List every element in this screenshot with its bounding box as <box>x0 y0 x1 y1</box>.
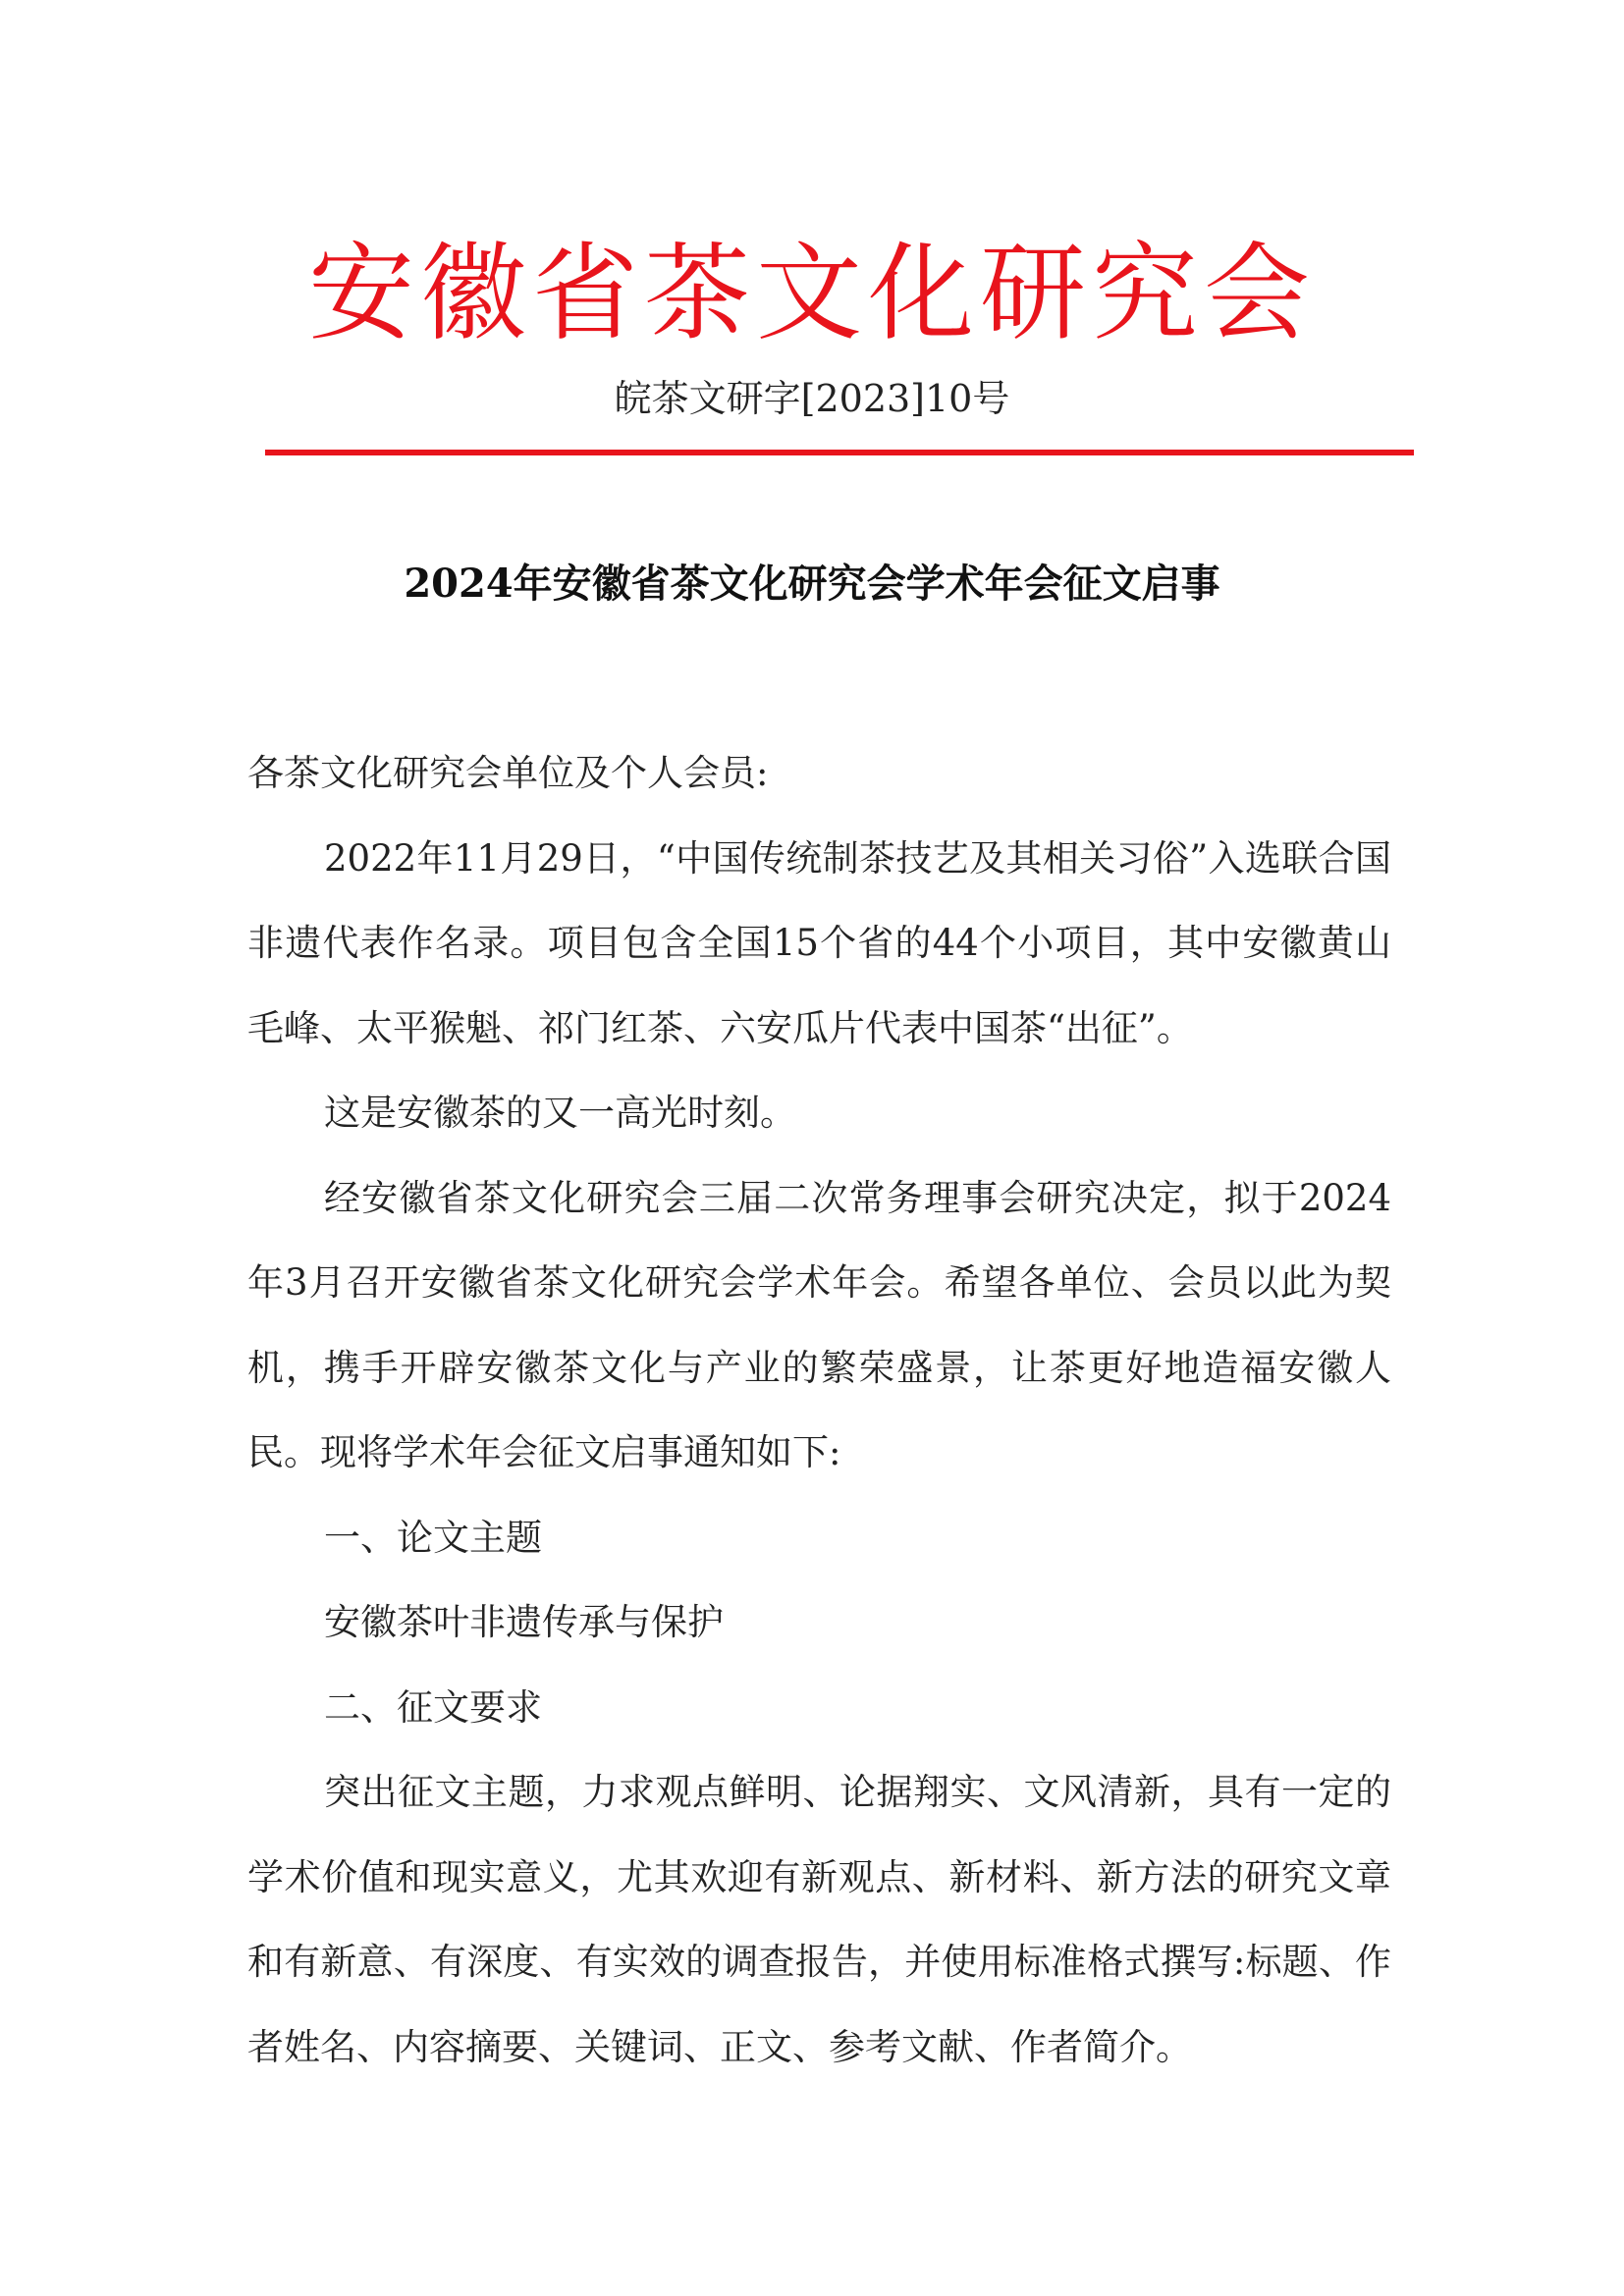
notice-title: 2024年安徽省茶文化研究会学术年会征文启事 <box>404 561 1220 607</box>
document-number: 皖茶文研字[2023]10号 <box>614 377 1010 420</box>
red-divider-line <box>265 450 1414 455</box>
section-heading: 一、论文主题 <box>324 1516 542 1559</box>
document-body <box>247 731 1391 2090</box>
paragraph: 这是安徽茶的又一高光时刻。 <box>324 1092 796 1134</box>
salutation: 各茶文化研究会单位及个人会员: <box>247 752 769 794</box>
paragraph: 2022年11月29日，“中国传统制茶技艺及其相关习俗”入选联合国非遗代表作名录。项目包含全国15个省的44个小项目，其中安徽黄山毛峰、太平猴魁、祁门红茶、六安瓜片代表中国茶“出征”。 <box>247 836 1391 1049</box>
organization-title: 安徽省茶文化研究会 <box>307 233 1316 355</box>
paragraph: 安徽茶叶非遗传承与保护 <box>324 1601 724 1643</box>
paragraph: 突出征文主题，力求观点鲜明、论据翔实、文风清新，具有一定的学术价值和现实意义，尤其欢迎有新观点、新材料、新方法的研究文章和有新意、有深度、有实效的调查报告，并使用标准格式撰写:标题、作者姓名、内容摘要、关键词、正文、参考文献、作者简介。 <box>247 1771 1391 2068</box>
section-heading: 二、征文要求 <box>324 1685 542 1729</box>
paragraph: 经安徽省茶文化研究会三届二次常务理事会研究决定，拟于2024年3月召开安徽省茶文化研究会学术年会。希望各单位、会员以此为契机，携手开辟安徽茶文化与产业的繁荣盛景，让茶更好地造福安徽人民。现将学术年会征文启事通知如下: <box>247 1176 1391 1473</box>
